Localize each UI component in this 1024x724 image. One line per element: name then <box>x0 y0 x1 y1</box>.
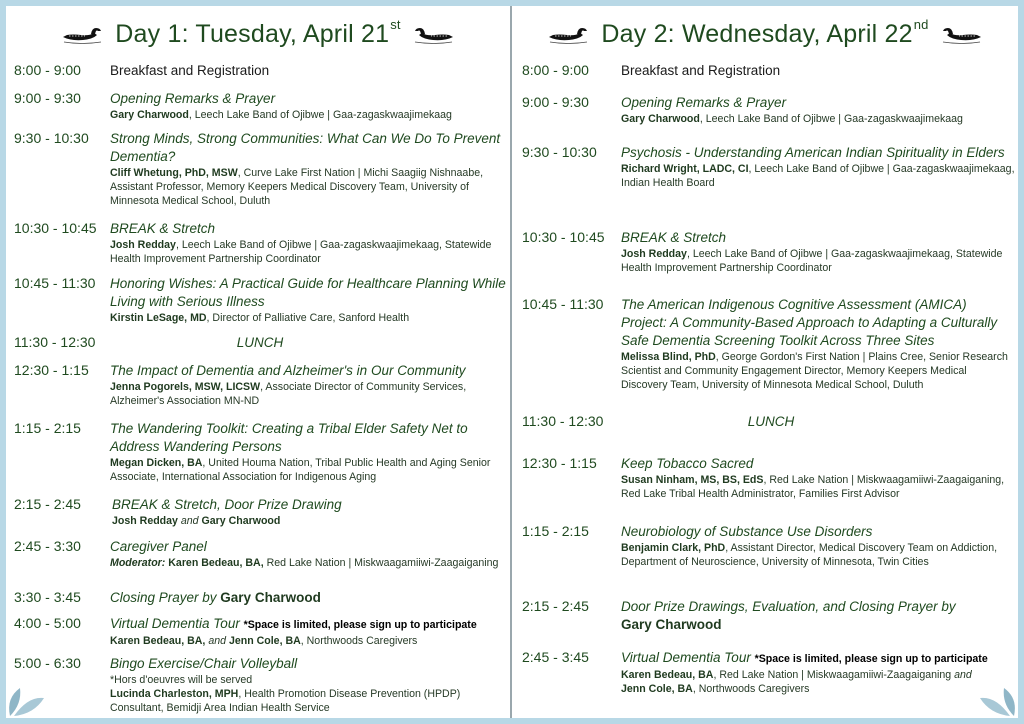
speaker-name: Cliff Whetung, PhD, MSW <box>110 167 238 179</box>
speaker-name: Melissa Blind, PhD <box>621 351 716 363</box>
item-title: Opening Remarks & Prayer <box>621 95 787 110</box>
conjunction: and <box>205 635 229 647</box>
item-title: Strong Minds, Strong Communities: What Can We Do To Prevent Dementia? <box>110 131 501 164</box>
item-time: 2:15 - 2:45 <box>14 496 81 512</box>
item-details <box>621 247 1016 275</box>
item-time: 3:30 - 3:45 <box>14 589 81 605</box>
item-time: 8:00 - 9:00 <box>522 62 589 78</box>
item-time: 12:30 - 1:15 <box>14 362 89 378</box>
item-time: 2:45 - 3:45 <box>522 649 589 665</box>
item-title: BREAK & Stretch <box>621 230 727 245</box>
item-details <box>621 541 1016 569</box>
speaker-affiliation: , Red Lake Nation | Miskwaagamiiwi-Zaagaiganing <box>713 669 955 681</box>
speaker-name: Susan Ninham, MS, BS, EdS <box>621 474 764 486</box>
item-details <box>110 556 506 570</box>
title-text: Closing Prayer by <box>110 590 221 605</box>
speaker-affiliation: , Director of Palliative Care, Sanford Health <box>206 312 410 324</box>
item-title: Neurobiology of Substance Use Disorders <box>621 524 873 539</box>
item-time: 9:00 - 9:30 <box>522 94 589 110</box>
title-text: Virtual Dementia Tour <box>621 650 751 665</box>
speaker-name: Richard Wright, LADC, CI <box>621 163 749 175</box>
item-title <box>110 615 512 634</box>
item-title: The American Indigenous Cognitive Assessment (AMICA) Project: A Community-Based Approach to Adapting a Culturally Safe Dementia Screening Toolkit Across Three Sites <box>621 297 998 348</box>
title-text: Virtual Dementia Tour <box>110 616 240 631</box>
loon-icon <box>413 23 455 45</box>
leaf-icon <box>978 680 1020 718</box>
item-title <box>110 589 506 607</box>
item-details <box>110 456 506 484</box>
item-time: 1:15 - 2:15 <box>14 420 81 436</box>
speaker-name: Josh Redday <box>621 248 687 260</box>
item-title: Psychosis - Understanding American Indian Spirituality in Elders <box>621 145 1005 160</box>
day1-heading <box>6 12 510 56</box>
speaker-name: Kirstin LeSage, MD <box>110 312 207 324</box>
speaker-name: Jenna Pogorels, MSW, LICSW <box>110 381 261 393</box>
speaker-name: Gary Charwood <box>621 113 700 125</box>
speaker-name: Megan Dicken, BA <box>110 457 203 469</box>
item-time: 1:15 - 2:15 <box>522 523 589 539</box>
item-details <box>110 634 512 648</box>
item-title: Bingo Exercise/Chair Volleyball <box>110 656 298 671</box>
speaker-name: Jenn Cole, BA <box>228 635 301 647</box>
speaker-name: Gary Charwood <box>110 109 189 121</box>
speaker-name: Gary Charwood <box>201 515 281 527</box>
speaker-affiliation: , Northwoods Caregivers <box>692 683 810 695</box>
speaker-name: Lucinda Charleston, MPH <box>110 688 239 700</box>
item-time: 2:45 - 3:30 <box>14 538 81 554</box>
moderator-label: Moderator: <box>110 557 166 569</box>
item-details <box>110 108 506 122</box>
item-title: Breakfast and Registration <box>621 63 781 78</box>
speaker-affiliation: , Leech Lake Band of Ojibwe | Gaa-zagaskwaajimekaag <box>699 113 963 125</box>
item-time: 11:30 - 12:30 <box>14 334 96 350</box>
speaker-name: Josh Redday <box>112 515 178 527</box>
item-details <box>110 238 506 266</box>
speaker-name: Jenn Cole, BA <box>621 683 693 695</box>
item-time: 4:00 - 5:00 <box>14 615 81 631</box>
item-time: 2:15 - 2:45 <box>522 598 589 614</box>
item-details <box>110 380 506 408</box>
item-details <box>110 166 506 208</box>
item-time: 10:30 - 10:45 <box>522 229 605 245</box>
signup-note: *Space is limited, please sign up to participate <box>243 619 477 631</box>
day1-heading-text: Day 1: Tuesday, April 21 <box>115 19 390 48</box>
item-time: 12:30 - 1:15 <box>522 455 597 471</box>
speaker-name: Gary Charwood <box>220 590 321 605</box>
speaker-affiliation: , Curve Lake First Nation | Michi Saagiig Nishnaabe, Assistant Professor, Memory Keepers Medical Discovery Team, University of Minnesota Medical School, Duluth <box>110 167 484 207</box>
day2-heading-text: Day 2: Wednesday, April 22 <box>601 19 913 48</box>
speaker-affiliation: , Leech Lake Band of Ojibwe | Gaa-zagaskwaajimekaag, Statewide Health Improvement Partnership Coordinator <box>110 239 492 265</box>
item-time: 9:30 - 10:30 <box>14 130 89 146</box>
speaker-affiliation: , Northwoods Caregivers <box>300 635 418 647</box>
item-time: 10:30 - 10:45 <box>14 220 97 236</box>
item-title <box>621 598 971 634</box>
item-details <box>621 162 1016 190</box>
leaf-icon <box>4 680 46 718</box>
speaker-affiliation: , Leech Lake Band of Ojibwe | Gaa-zagaskwaajimekaag <box>188 109 452 121</box>
speaker-affiliation: , Red Lake Nation | Miskwaagamiiwi-Zaagaiganing, Red Lake Tribal Health Administrator, Families First Advisor <box>621 474 1005 500</box>
item-details <box>621 350 1016 392</box>
speaker-affiliation: , Health Promotion Disease Prevention (HPDP) Consultant, Bemidji Area Indian Health Service <box>110 688 461 714</box>
speaker-affiliation: , Leech Lake Band of Ojibwe | Gaa-zagaskwaajimekaag, Indian Health Board <box>621 163 1015 189</box>
item-title: LUNCH <box>236 335 284 350</box>
day2-heading-sup: nd <box>913 16 929 32</box>
speaker-name: Karen Bedeau, BA <box>621 669 714 681</box>
item-title <box>621 649 1017 668</box>
speaker-name: Karen Bedeau, BA, <box>165 557 264 569</box>
speaker-affiliation: , United Houma Nation, Tribal Public Health and Aging Senior Associate, International Association for Indigenous Aging <box>110 457 491 483</box>
extra-note: *Hors d'oeuvres will be served <box>110 674 253 686</box>
item-time: 9:30 - 10:30 <box>522 144 597 160</box>
loon-icon <box>547 23 589 45</box>
item-title: Caregiver Panel <box>110 539 207 554</box>
item-details <box>110 687 506 715</box>
item-title: Opening Remarks & Prayer <box>110 91 276 106</box>
item-time: 10:45 - 11:30 <box>522 296 604 312</box>
item-title: The Impact of Dementia and Alzheimer's in Our Community <box>110 363 466 378</box>
item-title: BREAK & Stretch <box>110 221 216 236</box>
day1-heading-sup: st <box>390 16 401 32</box>
signup-note: *Space is limited, please sign up to participate <box>754 653 988 665</box>
item-title: Breakfast and Registration <box>110 63 270 78</box>
speaker-affiliation: , Leech Lake Band of Ojibwe | Gaa-zagaskwaajimekaag, Statewide Health Improvement Partnership Coordinator <box>621 248 1003 274</box>
item-time: 9:00 - 9:30 <box>14 90 81 106</box>
item-title: LUNCH <box>747 414 795 429</box>
column-divider <box>510 6 512 718</box>
item-time: 8:00 - 9:00 <box>14 62 81 78</box>
day2-heading <box>512 12 1018 56</box>
item-details <box>621 668 1017 696</box>
loon-icon <box>61 23 103 45</box>
item-details <box>621 112 1016 126</box>
item-details <box>110 311 506 325</box>
item-details <box>112 514 508 528</box>
speaker-name: Benjamin Clark, PhD <box>621 542 726 554</box>
item-time: 11:30 - 12:30 <box>522 413 604 429</box>
speaker-affiliation: Red Lake Nation | Miskwaagamiiwi-Zaagaiganing <box>263 557 499 569</box>
conjunction: and <box>954 669 972 681</box>
speaker-affiliation: , Associate Director of Community Services, Alzheimer's Association MN-ND <box>110 381 467 407</box>
item-details <box>621 473 1016 501</box>
speaker-name: Josh Redday <box>110 239 176 251</box>
speaker-name: Gary Charwood <box>621 617 722 632</box>
loon-icon <box>941 23 983 45</box>
conjunction: and <box>177 515 202 527</box>
title-text: Door Prize Drawings, Evaluation, and Closing Prayer by <box>621 599 956 614</box>
speaker-affiliation: , George Gordon's First Nation | Plains Cree, Senior Research Scientist and Community Engagement Director, Memory Keepers Medical Discovery Team, University of Minnesota Medical School, Duluth <box>621 351 1008 391</box>
speaker-affiliation: , Assistant Director, Medical Discovery Team on Addiction, Department of Neuroscience, University of Minnesota, Twin Cities <box>621 542 998 568</box>
item-title: BREAK & Stretch, Door Prize Drawing <box>112 497 342 512</box>
speaker-name: Karen Bedeau, BA, <box>110 635 206 647</box>
item-title: The Wandering Toolkit: Creating a Tribal Elder Safety Net to Address Wandering Persons <box>110 421 468 454</box>
item-title: Honoring Wishes: A Practical Guide for Healthcare Planning While Living with Serious Illness <box>110 276 506 309</box>
item-time: 5:00 - 6:30 <box>14 655 81 671</box>
item-time: 10:45 - 11:30 <box>14 275 96 291</box>
item-title: Keep Tobacco Sacred <box>621 456 754 471</box>
